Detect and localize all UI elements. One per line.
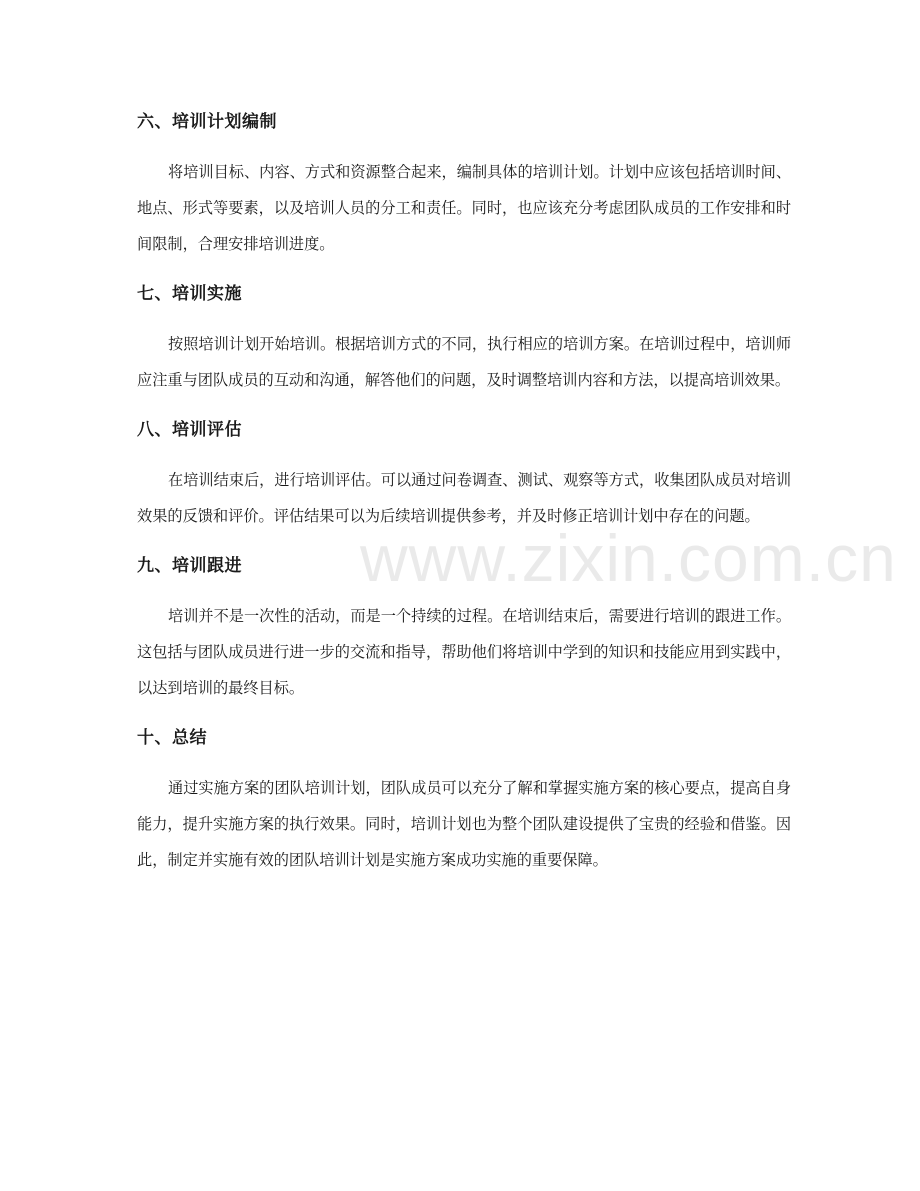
- section-training-implementation: [137, 276, 791, 398]
- section-paragraph: 通过实施方案的团队培训计划，团队成员可以充分了解和掌握实施方案的核心要点，提高自身能力，提升实施方案的执行效果。同时，培训计划也为整个团队建设提供了宝贵的经验和借鉴。因此，制定并实施有效的团队培训计划是实施方案成功实施的重要保障。: [137, 779, 791, 869]
- section-heading: 九、培训跟进: [137, 556, 242, 576]
- section-paragraph: 在培训结束后，进行培训评估。可以通过问卷调查、测试、观察等方式，收集团队成员对培训效果的反馈和评价。评估结果可以为后续培训提供参考，并及时修正培训计划中存在的问题。: [137, 471, 791, 525]
- section-training-plan: [137, 104, 791, 262]
- section-heading: 十、总结: [137, 728, 207, 748]
- section-summary: [137, 720, 791, 878]
- watermark: www.zixin.com.cn: [360, 521, 897, 595]
- section-training-evaluation: [137, 412, 791, 534]
- document-content: [137, 104, 791, 892]
- section-heading: 六、培训计划编制: [137, 112, 277, 132]
- section-heading: 七、培训实施: [137, 284, 242, 304]
- section-training-followup: [137, 548, 791, 706]
- section-paragraph: 将培训目标、内容、方式和资源整合起来，编制具体的培训计划。计划中应该包括培训时间、地点、形式等要素，以及培训人员的分工和责任。同时，也应该充分考虑团队成员的工作安排和时间限制，合理安排培训进度。: [137, 163, 791, 253]
- section-paragraph: 按照培训计划开始培训。根据培训方式的不同，执行相应的培训方案。在培训过程中，培训师应注重与团队成员的互动和沟通，解答他们的问题，及时调整培训内容和方法，以提高培训效果。: [137, 335, 791, 389]
- section-heading: 八、培训评估: [137, 420, 242, 440]
- section-paragraph: 培训并不是一次性的活动，而是一个持续的过程。在培训结束后，需要进行培训的跟进工作。这包括与团队成员进行进一步的交流和指导，帮助他们将培训中学到的知识和技能应用到实践中，以达到培训的最终目标。: [137, 607, 791, 697]
